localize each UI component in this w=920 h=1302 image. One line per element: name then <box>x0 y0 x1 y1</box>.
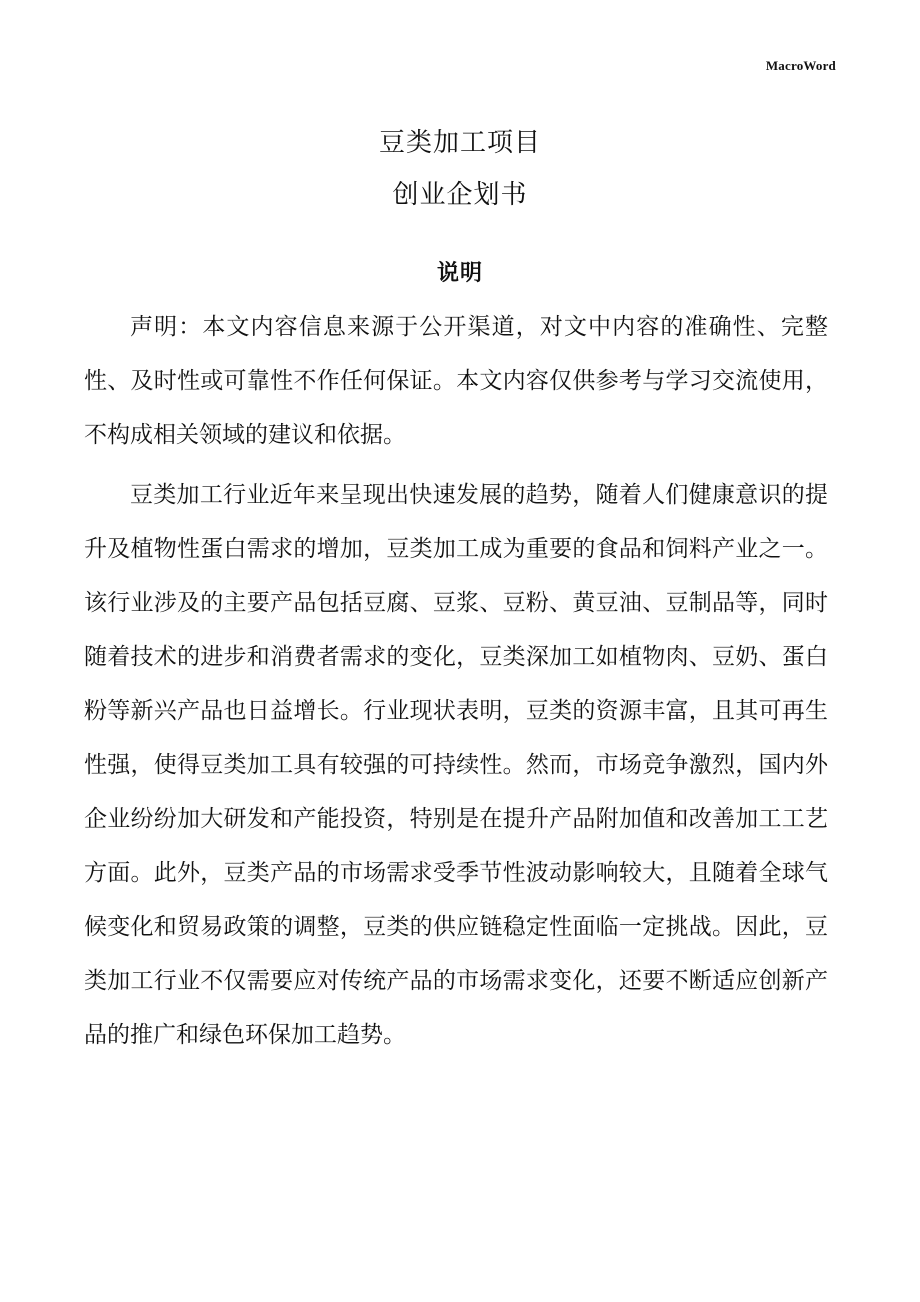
document-title-line2: 创业企划书 <box>392 180 528 210</box>
header-brand: MacroWord <box>765 58 836 73</box>
document-title-line1: 豆类加工项目 <box>378 128 541 158</box>
section-heading: 说明 <box>436 261 483 286</box>
disclaimer-paragraph: 声明：本文内容信息来源于公开渠道，对文中内容的准确性、完整性、及时性或可靠性不作任何保证。本文内容仅供参考与学习交流使用，不构成相关领域的建议和依据。 <box>84 314 828 448</box>
industry-overview-paragraph: 豆类加工行业近年来呈现出快速发展的趋势，随着人们健康意识的提升及植物性蛋白需求的增加，豆类加工成为重要的食品和饲料产业之一。该行业涉及的主要产品包括豆腐、豆浆、豆粉、黄豆油、豆制品等，同时随着技术的进步和消费者需求的变化，豆类深加工如植物肉、豆奶、蛋白粉等新兴产品也日益增长。行业现状表明，豆类的资源丰富，且其可再生性强，使得豆类加工具有较强的可持续性。然而，市场竞争激烈，国内外企业纷纷加大研发和产能投资，特别是在提升产品附加值和改善加工工艺方面。此外，豆类产品的市场需求受季节性波动影响较大，且随着全球气候变化和贸易政策的调整，豆类的供应链稳定性面临一定挑战。因此，豆类加工行业不仅需要应对传统产品的市场需求变化，还要不断适应创新产品的推广和绿色环保加工趋势。 <box>84 482 828 1048</box>
